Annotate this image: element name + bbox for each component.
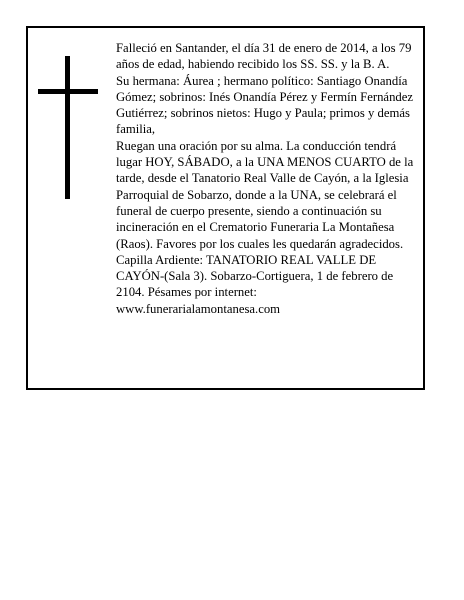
obituary-family-list: Su hermana: Áurea ; hermano político: Santiago Onandía Gómez; sobrinos: Inés Onandía Pérez y Fermín Fernández Gutiérrez; sobrinos nietos: Hugo y Paula; primos y demás familia, — [116, 73, 414, 137]
obituary-death-announcement: Falleció en Santander, el día 31 de enero de 2014, a los 79 años de edad, habiendo recibido los SS. SS. y la B. A. — [116, 41, 412, 72]
cross-icon — [38, 56, 98, 199]
cross-vertical-bar — [65, 56, 70, 199]
obituary-notice — [26, 26, 425, 390]
obituary-text — [116, 40, 421, 317]
obituary-service-details: Ruegan una oración por su alma. La conducción tendrá lugar HOY, SÁBADO, a la UNA MENOS CUARTO de la tarde, desde el Tanatorio Real Valle de Cayón, a la Iglesia Parroquial de Sobarzo, donde a la UNA, se celebrará el funeral de cuerpo presente, siendo a continuación su incineración en el Crematorio Funeraria La Montañesa (Raos). Favores por los cuales les quedarán agradecidos. Capilla Ardiente: TANATORIO REAL VALLE DE CAYÓN-(Sala 3). Sobarzo-Cortiguera, 1 de febrero de 2104. Pésames por internet: www.funerarialamontanesa.com — [116, 138, 414, 316]
cross-horizontal-bar — [38, 89, 98, 94]
